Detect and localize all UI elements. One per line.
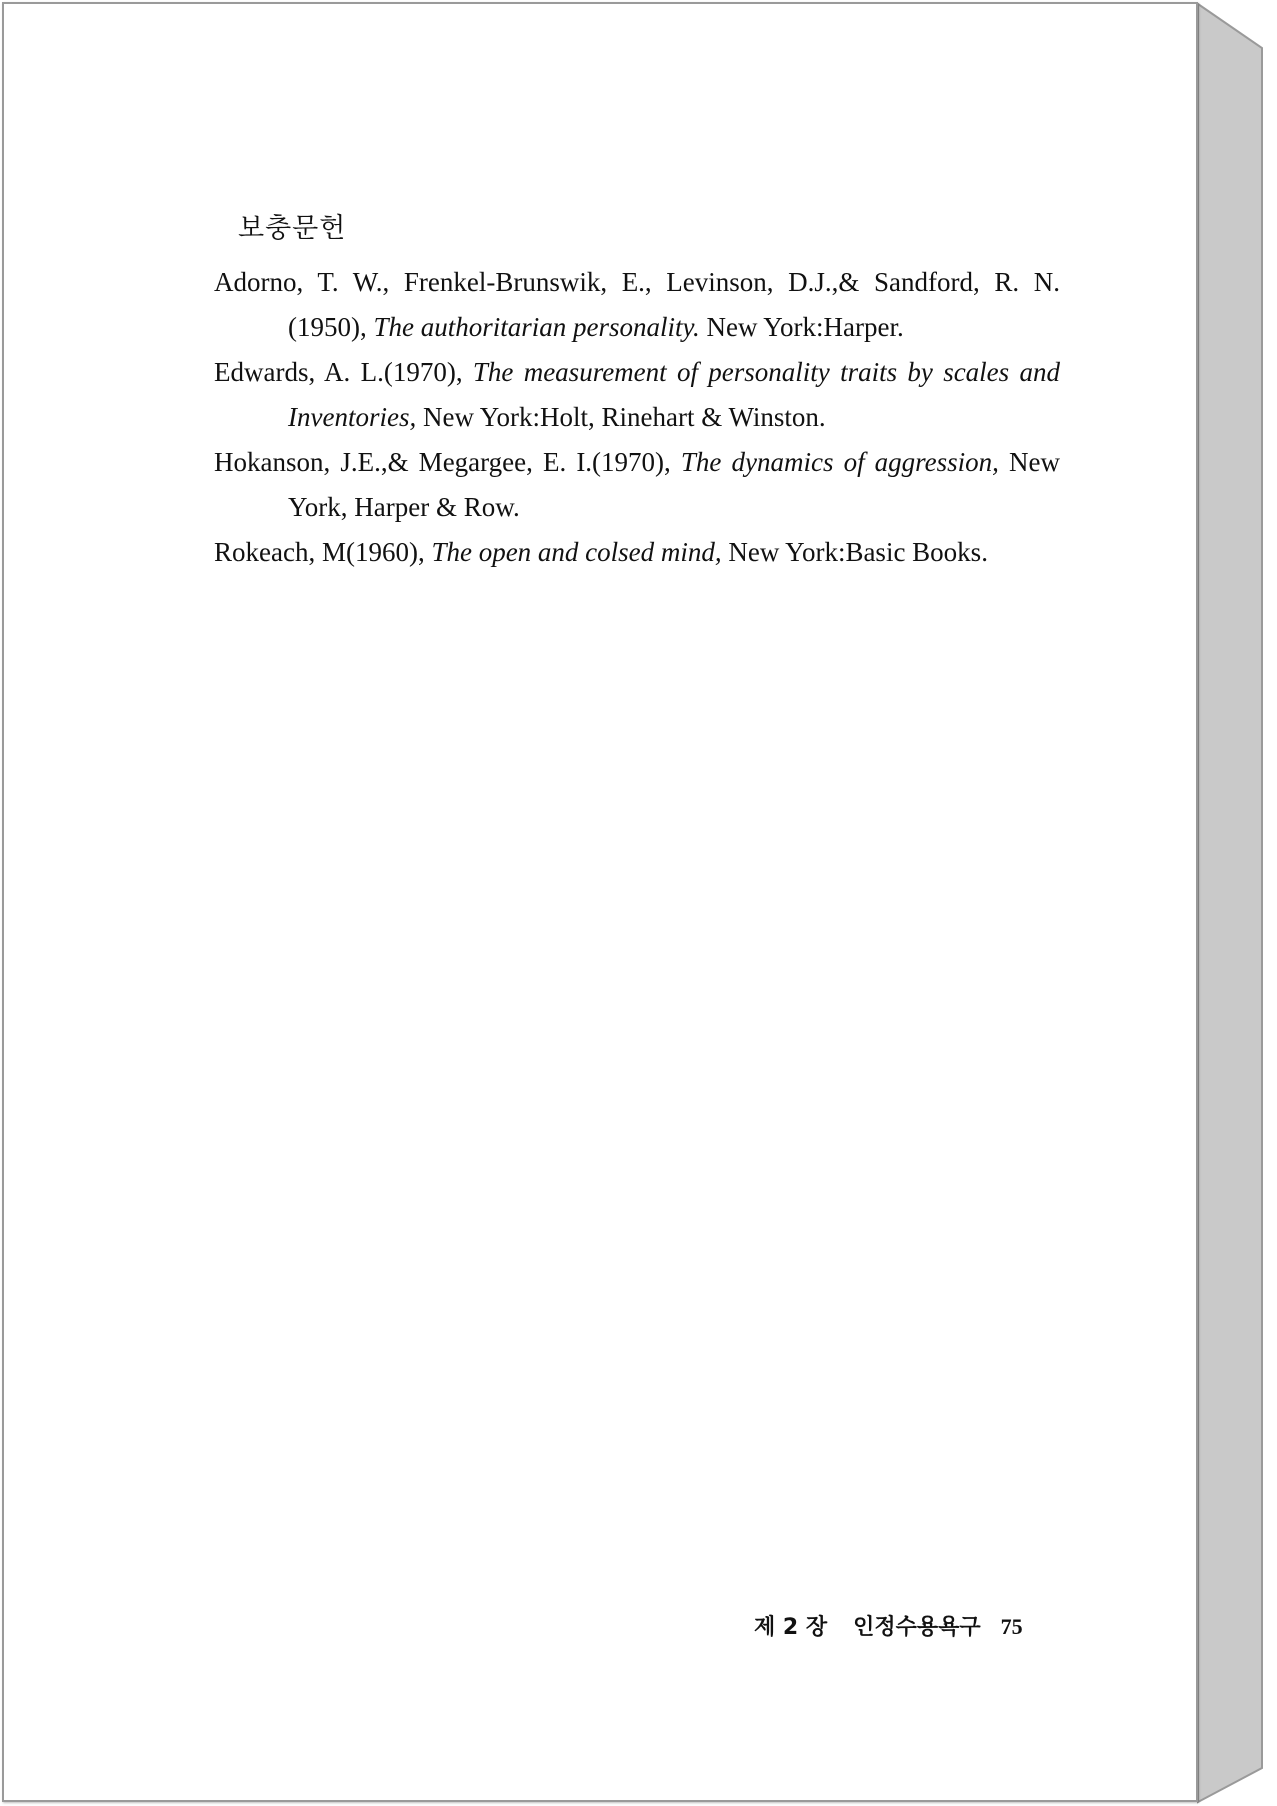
reference-title: The measurement of personality traits by scales and Inventories,: [288, 357, 1060, 432]
reference-authors: Rokeach, M(1960),: [214, 537, 425, 567]
reference-publisher: New York:Holt, Rinehart & Winston.: [422, 402, 826, 432]
reference-title: The authoritarian personality.: [373, 312, 700, 342]
reference-publisher: New York:Basic Books.: [728, 537, 988, 567]
reference-title: The dynamics of aggression,: [680, 447, 999, 477]
reference-title: The open and colsed mind,: [431, 537, 722, 567]
reference-publisher: New York, Harper & Row.: [288, 447, 1061, 522]
page-footer: [754, 1610, 1023, 1641]
reference-item: [214, 350, 1060, 440]
footer-chapter: 제 2 장: [754, 1615, 828, 1640]
footer-chapter-title: 인정수용욕구: [853, 1615, 981, 1640]
reference-authors: Adorno, T. W., Frenkel-Brunswik, E., Levinson, D.J.,& Sandford, R. N. (1950),: [214, 267, 1060, 342]
section-heading: 보충문헌: [238, 213, 347, 244]
page-number: 75: [1000, 1614, 1023, 1639]
page-content: [214, 212, 1060, 575]
reference-authors: Hokanson, J.E.,& Megargee, E. I.(1970),: [214, 447, 671, 477]
reference-authors: Edwards, A. L.(1970),: [214, 357, 463, 387]
reference-item: [214, 440, 1060, 530]
reference-item: [214, 260, 1060, 350]
reference-item: [214, 530, 1060, 575]
reference-publisher: New York:Harper.: [706, 312, 904, 342]
reference-list: [214, 260, 1060, 575]
